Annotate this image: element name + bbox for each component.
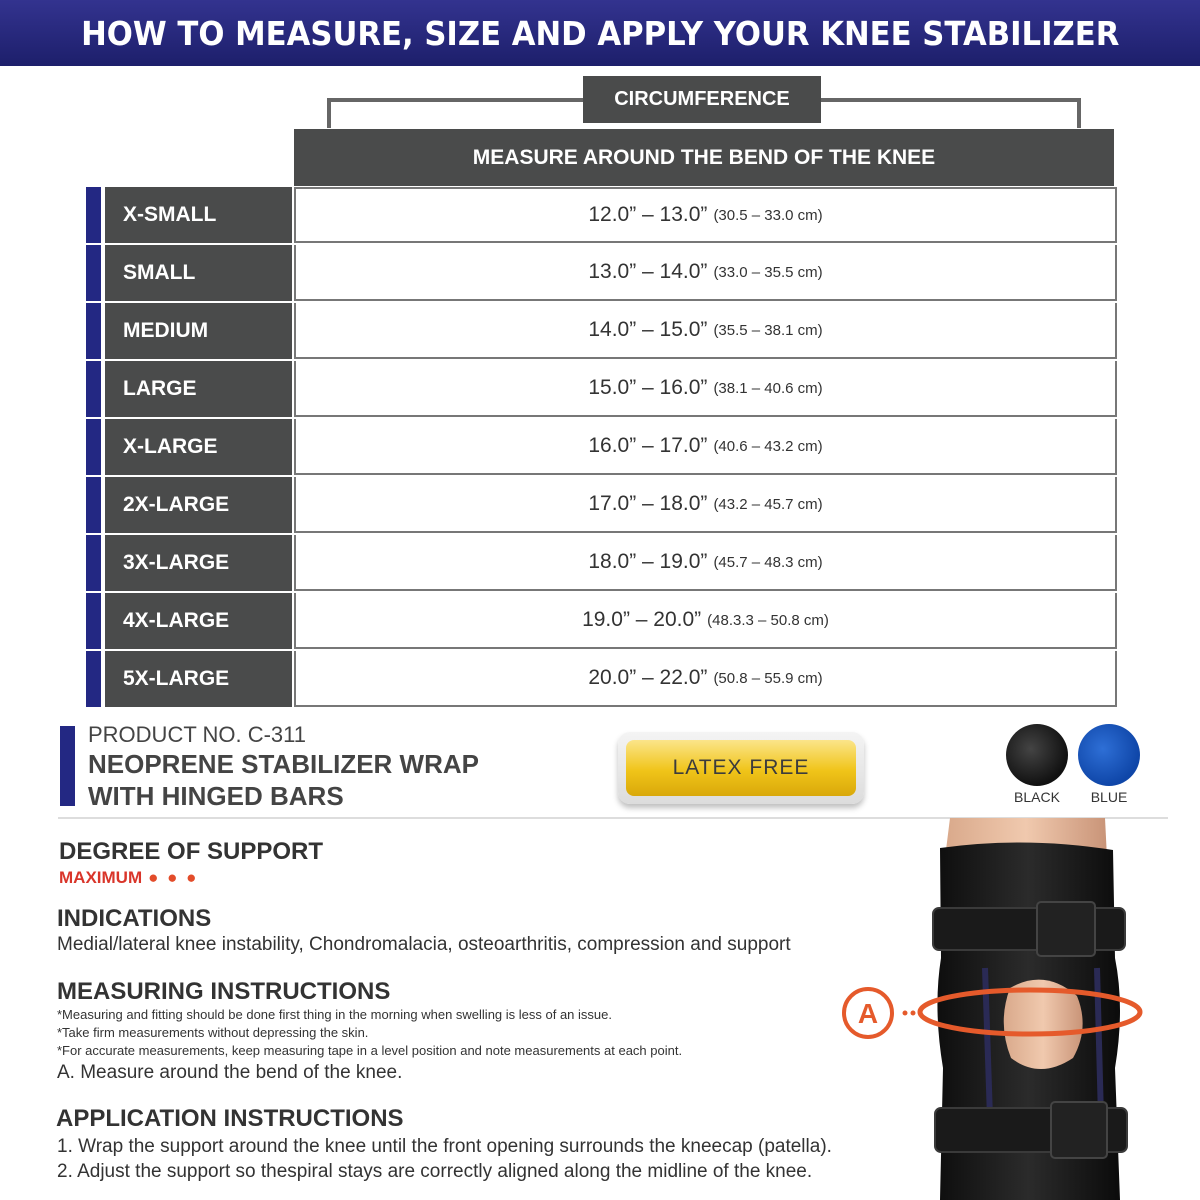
size-label: 4X-LARGE (105, 593, 292, 649)
marker-dot (911, 1011, 916, 1016)
range-inches: 16.0” – 17.0” (588, 434, 708, 457)
color-label-black: BLACK (1014, 789, 1060, 805)
measuring-note-1: *Measuring and fitting should be done first thing in the morning when swelling is less of an issue. (57, 1007, 612, 1022)
size-label: MEDIUM (105, 303, 292, 359)
row-accent-bar (86, 303, 101, 359)
size-row-xlarge (86, 419, 1117, 477)
range-cm: (30.5 – 33.0 cm) (713, 206, 823, 224)
size-label: SMALL (105, 245, 292, 301)
range-inches: 14.0” – 15.0” (588, 318, 708, 341)
range-cm: (40.6 – 43.2 cm) (713, 437, 823, 455)
measure-column-header: MEASURE AROUND THE BEND OF THE KNEE (294, 129, 1114, 186)
application-step-1: 1. Wrap the support around the knee until the front opening surrounds the kneecap (patella). (57, 1136, 832, 1157)
banner-title: HOW TO MEASURE, SIZE AND APPLY YOUR KNEE STABILIZER (80, 13, 1120, 53)
measuring-step-a: A. Measure around the bend of the knee. (57, 1062, 403, 1083)
size-range (294, 303, 1117, 359)
range-cm: (35.5 – 38.1 cm) (713, 321, 823, 339)
marker-label: A (857, 998, 879, 1029)
size-label: X-SMALL (105, 187, 292, 243)
measuring-note-2: *Take firm measurements without depressing the skin. (57, 1025, 369, 1040)
size-range (294, 651, 1117, 707)
row-accent-bar (86, 535, 101, 591)
size-row-xsmall (86, 187, 1117, 245)
range-cm: (48.3.3 – 50.8 cm) (707, 611, 829, 629)
support-level-text: MAXIMUM (59, 868, 143, 887)
product-name-line2: WITH HINGED BARS (88, 781, 344, 811)
size-range (294, 593, 1117, 649)
range-inches: 15.0” – 16.0” (588, 376, 708, 399)
range-cm: (38.1 – 40.6 cm) (713, 379, 823, 397)
latex-free-badge (618, 732, 864, 804)
range-cm: (33.0 – 35.5 cm) (713, 263, 823, 281)
row-accent-bar (86, 245, 101, 301)
upper-strap (933, 908, 1125, 950)
row-accent-bar (86, 477, 101, 533)
lower-strap-tab (1051, 1102, 1107, 1158)
support-level (59, 868, 198, 888)
size-label: 2X-LARGE (105, 477, 292, 533)
size-range (294, 419, 1117, 475)
size-row-medium (86, 303, 1117, 361)
indications-text: Medial/lateral knee instability, Chondromalacia, osteoarthritis, compression and support (57, 934, 791, 955)
knee-stabilizer-illustration (815, 818, 1200, 1200)
size-label: 5X-LARGE (105, 651, 292, 707)
marker-dot (903, 1011, 908, 1016)
size-row-3xlarge (86, 535, 1117, 593)
size-range (294, 477, 1117, 533)
support-title: DEGREE OF SUPPORT (59, 838, 324, 865)
size-range (294, 361, 1117, 417)
range-inches: 19.0” – 20.0” (582, 608, 702, 631)
range-inches: 18.0” – 19.0” (588, 550, 708, 573)
size-label: LARGE (105, 361, 292, 417)
color-swatch-blue (1078, 724, 1140, 786)
row-accent-bar (86, 593, 101, 649)
range-inches: 13.0” – 14.0” (588, 260, 708, 283)
row-accent-bar (86, 419, 101, 475)
product-accent-bar (60, 726, 75, 806)
color-label-blue: BLUE (1090, 789, 1128, 805)
size-row-small (86, 245, 1117, 303)
row-accent-bar (86, 187, 101, 243)
size-row-5xlarge (86, 651, 1117, 709)
range-cm: (45.7 – 48.3 cm) (713, 553, 823, 571)
range-inches: 12.0” – 13.0” (588, 203, 708, 226)
upper-strap-tab (1037, 902, 1095, 956)
row-accent-bar (86, 361, 101, 417)
size-range (294, 187, 1117, 243)
circumference-label: CIRCUMFERENCE (583, 76, 821, 123)
range-inches: 20.0” – 22.0” (588, 666, 708, 689)
product-name-line1: NEOPRENE STABILIZER WRAP (88, 749, 479, 779)
application-title: APPLICATION INSTRUCTIONS (56, 1105, 404, 1132)
hinge-stay (1097, 968, 1101, 1118)
size-range (294, 535, 1117, 591)
support-dots: ● ● ● (148, 868, 199, 887)
range-cm: (50.8 – 55.9 cm) (713, 669, 823, 687)
row-accent-bar (86, 651, 101, 707)
page-banner (0, 0, 1200, 66)
product-name (88, 748, 479, 812)
size-label: X-LARGE (105, 419, 292, 475)
size-row-4xlarge (86, 593, 1117, 651)
measuring-note-3: *For accurate measurements, keep measuring tape in a level position and note measurements at each point. (57, 1043, 683, 1058)
range-inches: 17.0” – 18.0” (588, 492, 708, 515)
color-swatch-black (1006, 724, 1068, 786)
size-label: 3X-LARGE (105, 535, 292, 591)
application-step-2: 2. Adjust the support so thespiral stays are correctly aligned along the midline of the knee. (57, 1161, 813, 1182)
indications-title: INDICATIONS (57, 905, 212, 932)
size-row-large (86, 361, 1117, 419)
product-number: PRODUCT NO. C-311 (88, 722, 307, 747)
measuring-title: MEASURING INSTRUCTIONS (57, 978, 391, 1005)
range-cm: (43.2 – 45.7 cm) (713, 495, 823, 513)
latex-free-label: LATEX FREE (626, 740, 856, 796)
size-range (294, 245, 1117, 301)
size-row-2xlarge (86, 477, 1117, 535)
